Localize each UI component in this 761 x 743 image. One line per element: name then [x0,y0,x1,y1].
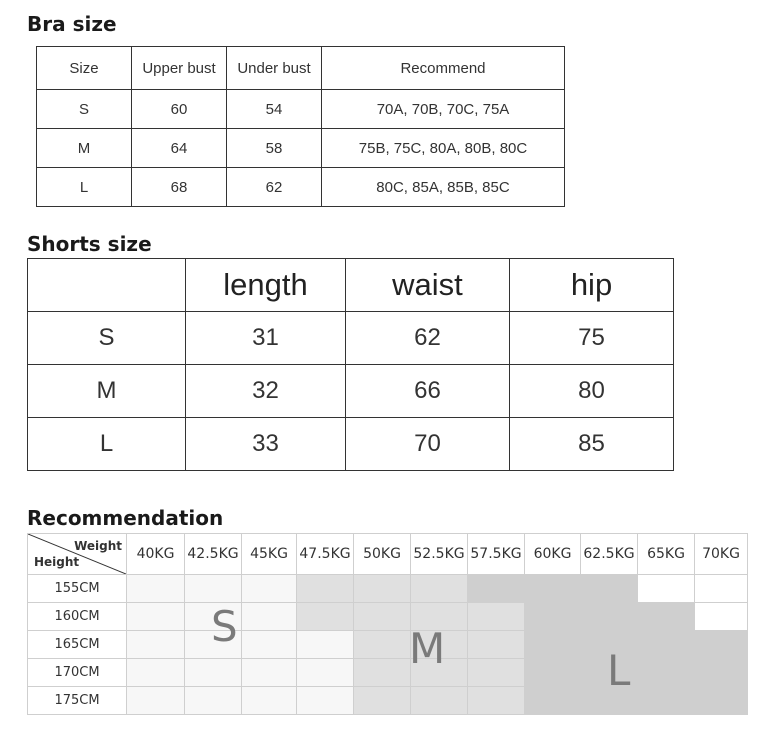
grid-cell [297,659,354,687]
height-label: 160CM [28,603,127,631]
table-cell: 80 [510,365,674,418]
grid-cell [297,687,354,715]
grid-cell [242,575,297,603]
grid-cell [581,575,638,603]
header-cell: length [186,259,346,312]
grid-cell [695,687,748,715]
table-cell: 64 [132,129,227,168]
weight-header: 60KG [525,534,581,575]
grid-cell [297,631,354,659]
grid-cell [242,659,297,687]
table-row [28,659,748,687]
grid-cell [127,687,185,715]
table-cell: L [37,168,132,207]
grid-cell [638,575,695,603]
grid-cell [411,687,468,715]
table-cell: 75B, 75C, 80A, 80B, 80C [322,129,565,168]
grid-cell [468,687,525,715]
grid-cell [695,603,748,631]
header-cell: Size [37,47,132,90]
grid-cell [127,575,185,603]
grid-cell [297,575,354,603]
grid-cell [297,603,354,631]
height-label: 170CM [28,659,127,687]
table-row [28,312,674,365]
table-cell: 85 [510,418,674,471]
header-cell [28,259,186,312]
table-cell: 32 [186,365,346,418]
weight-header: 65KG [638,534,695,575]
table-header-row [37,47,565,90]
table-cell: 33 [186,418,346,471]
header-cell: hip [510,259,674,312]
table-cell: 60 [132,90,227,129]
grid-cell [638,659,695,687]
corner-cell [28,534,127,575]
grid-cell [354,659,411,687]
corner-weight-label: Weight [74,539,122,553]
grid-cell [354,575,411,603]
table-row [28,603,748,631]
grid-cell [638,603,695,631]
grid-cell [525,687,581,715]
table-cell: 62 [227,168,322,207]
table-cell: 54 [227,90,322,129]
grid-cell [185,687,242,715]
grid-cell [411,575,468,603]
height-label: 155CM [28,575,127,603]
weight-header: 50KG [354,534,411,575]
table-row [37,90,565,129]
grid-cell [127,631,185,659]
table-cell: M [37,129,132,168]
grid-cell [127,659,185,687]
header-cell: waist [346,259,510,312]
table-cell: 62 [346,312,510,365]
recommendation-table [27,533,748,715]
header-cell: Upper bust [132,47,227,90]
grid-cell [525,659,581,687]
grid-cell [468,575,525,603]
table-cell: 70 [346,418,510,471]
grid-cell [468,631,525,659]
grid-cell [638,687,695,715]
weight-header: 47.5KG [297,534,354,575]
table-row [37,129,565,168]
table-row [28,418,674,471]
grid-cell [695,659,748,687]
table-cell: 70A, 70B, 70C, 75A [322,90,565,129]
shorts-size-title: Shorts size [27,232,152,256]
grid-cell [525,575,581,603]
grid-cell [185,659,242,687]
grid-cell [242,631,297,659]
grid-cell [468,603,525,631]
grid-cell [638,631,695,659]
weight-header: 40KG [127,534,185,575]
height-label: 175CM [28,687,127,715]
bra-size-title: Bra size [27,12,117,36]
table-cell: 31 [186,312,346,365]
grid-cell [525,631,581,659]
grid-cell [581,603,638,631]
table-row [28,365,674,418]
zone-label-m: M [409,624,446,673]
height-label: 165CM [28,631,127,659]
weight-header: 57.5KG [468,534,525,575]
table-cell: 66 [346,365,510,418]
weight-header: 70KG [695,534,748,575]
weight-header: 45KG [242,534,297,575]
zone-label-s: S [211,602,238,651]
grid-cell [354,631,411,659]
table-cell: 80C, 85A, 85B, 85C [322,168,565,207]
table-cell: 58 [227,129,322,168]
table-cell: S [28,312,186,365]
table-cell: S [37,90,132,129]
table-cell: 75 [510,312,674,365]
table-cell: L [28,418,186,471]
recommendation-title: Recommendation [27,506,224,530]
table-header-row [28,259,674,312]
table-row [28,687,748,715]
weight-header: 42.5KG [185,534,242,575]
header-cell: Under bust [227,47,322,90]
grid-cell [695,631,748,659]
table-cell: 68 [132,168,227,207]
table-row [28,631,748,659]
zone-label-l: L [607,646,631,695]
grid-cell [468,659,525,687]
grid-cell [695,575,748,603]
weight-header: 62.5KG [581,534,638,575]
shorts-size-table [27,258,674,471]
table-row [37,168,565,207]
grid-cell [354,687,411,715]
header-cell: Recommend [322,47,565,90]
table-header-row [28,534,748,575]
grid-cell [242,687,297,715]
table-cell: M [28,365,186,418]
grid-cell [354,603,411,631]
table-row [28,575,748,603]
bra-size-table [36,46,565,207]
weight-header: 52.5KG [411,534,468,575]
grid-cell [185,575,242,603]
grid-cell [127,603,185,631]
grid-cell [242,603,297,631]
corner-height-label: Height [34,555,80,569]
grid-cell [525,603,581,631]
